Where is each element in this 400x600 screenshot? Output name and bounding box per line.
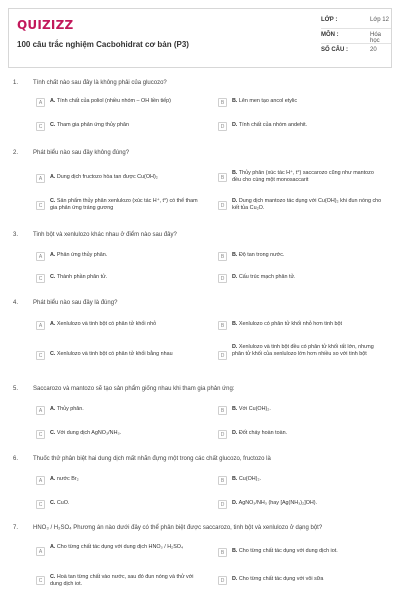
meta-grade-key: LỚP :	[321, 17, 338, 23]
meta-count-key: SỐ CÂU :	[321, 47, 348, 53]
divider	[321, 43, 391, 44]
option-letter-box: C	[36, 500, 45, 509]
option-label: D. Cấu trúc mạch phân tử.	[232, 274, 296, 280]
page-title: 100 câu trắc nghiệm Cacbohidrat cơ bản (P3)	[17, 40, 189, 49]
option-letter-box: B	[218, 321, 227, 330]
option-letter-box: D	[218, 430, 227, 439]
quizizz-logo[interactable]: QUIZIZZ	[17, 18, 74, 32]
option-letter-box: C	[36, 576, 45, 585]
option-letter-box: A	[36, 174, 45, 183]
option-label: D. Đốt cháy hoàn toàn.	[232, 430, 288, 436]
option-label: D. Tính chất của nhóm andehit.	[232, 122, 308, 128]
option-label: C. Xenlulozo và tinh bột có phân tử khối bằng nhau	[50, 351, 173, 357]
option-label: B. Độ tan trong nước.	[232, 252, 285, 258]
option-letter-box: A	[36, 321, 45, 330]
meta-grade-value: Lớp 12	[370, 17, 389, 23]
option-label: C. Tham gia phản ứng thủy phân	[50, 122, 130, 128]
option-letter-box: B	[218, 173, 227, 182]
option-letter-box: B	[218, 98, 227, 107]
question-text: Tinh bột và xenlulozo khác nhau ở điểm nào sau đây?	[33, 232, 177, 238]
option-label: B. Cho từng chất tác dụng với dung dịch iot.	[232, 548, 338, 554]
worksheet-header	[8, 8, 392, 68]
option-label: B. Với Cu(OH)₂.	[232, 406, 271, 412]
question-number: 6.	[13, 456, 19, 462]
option-letter-box: A	[36, 98, 45, 107]
option-label: D. Xenlulozo và tinh bột đều có phân tử khối rất lớn, nhưng phân tử khối của xenlulozo lớn hơn nhiều so với tinh bột	[232, 344, 374, 357]
option-letter-box: D	[218, 122, 227, 131]
question-number: 2.	[13, 150, 19, 156]
option-label: A. Phản ứng thủy phân.	[50, 252, 108, 258]
option-letter-box: C	[36, 351, 45, 360]
option-label: A. Cho từng chất tác dụng với dung dịch HNO₃ / H₂SO₄	[50, 544, 184, 550]
option-letter-box: C	[36, 274, 45, 283]
option-label: A. nước Br₂	[50, 476, 79, 482]
meta-subject-value: Hóa học	[370, 32, 382, 44]
option-label: A. Thủy phân.	[50, 406, 84, 412]
option-label: C. Với dung dịch AgNO₃/NH₃.	[50, 430, 122, 436]
question-number: 1.	[13, 80, 19, 86]
question-number: 7.	[13, 525, 19, 531]
question-text: HNO₃ / H₂SO₄ Phương án nào dưới đây có thể phân biệt được saccarozo, tinh bột và xenlulozo ở dạng bột?	[33, 525, 323, 531]
option-label: C. Thành phần phân tử.	[50, 274, 108, 280]
option-letter-box: D	[218, 201, 227, 210]
question-text: Tính chất nào sau đây là không phải của glucozo?	[33, 80, 167, 86]
option-label: A. Dung dịch fructozo hòa tan được Cu(OH)₂	[50, 174, 158, 180]
question-text: Phát biểu nào sau đây không đúng?	[33, 150, 130, 156]
option-letter-box: A	[36, 476, 45, 485]
meta-count-value: 20	[370, 47, 377, 53]
option-letter-box: B	[218, 548, 227, 557]
option-letter-box: B	[218, 252, 227, 261]
option-label: A. Tính chất của poliol (nhiều nhóm – OH liền tiếp)	[50, 98, 171, 104]
question-text: Phát biểu nào sau đây là đúng?	[33, 300, 118, 306]
option-label: D. Cho từng chất tác dụng với vôi sữa	[232, 576, 324, 582]
question-number: 4.	[13, 300, 19, 306]
question-number: 5.	[13, 386, 19, 392]
option-label: C. Hoà tan từng chất vào nước, sau đó đun nóng và thử với dung dịch iot.	[50, 574, 194, 587]
option-letter-box: D	[218, 274, 227, 283]
option-label: B. Lên men tạo ancol etylic	[232, 98, 298, 104]
option-letter-box: D	[218, 351, 227, 360]
option-letter-box: D	[218, 576, 227, 585]
option-letter-box: D	[218, 500, 227, 509]
option-letter-box: C	[36, 122, 45, 131]
option-label: C. CuO.	[50, 500, 70, 506]
option-letter-box: B	[218, 476, 227, 485]
option-label: B. Thủy phân (xúc tác H⁺, t°) saccarozo cũng như mantozo đều cho cùng một monosaccarit	[232, 170, 374, 183]
meta-subject-key: MÔN :	[321, 32, 339, 38]
question-number: 3.	[13, 232, 19, 238]
divider	[321, 28, 391, 29]
option-letter-box: A	[36, 547, 45, 556]
question-text: Saccarozo và mantozo sẽ tạo sản phẩm giống nhau khi tham gia phản ứng:	[33, 386, 235, 392]
option-label: D. Dung dịch mantozo tác dụng với Cu(OH)₂ khi đun nóng cho kết tủa Cu₂O.	[232, 198, 382, 211]
option-label: A. Xenlulozo và tinh bột có phân tử khối nhỏ	[50, 321, 157, 327]
option-letter-box: B	[218, 406, 227, 415]
option-label: D. AgNO₃/NH₃ (hay [Ag(NH₃)₂]OH).	[232, 500, 318, 506]
option-label: B. Xenlulozo có phân tử khối nhỏ hơn tinh bột	[232, 321, 342, 327]
option-letter-box: C	[36, 430, 45, 439]
option-label: C. Sản phẩm thủy phân xenlulozo (xúc tác H⁺, t°) có thể tham gia phản ứng tráng gương	[50, 198, 198, 211]
question-text: Thuốc thử phân biệt hai dung dịch mất nhãn đựng một trong các chất glucozo, fructozo là	[33, 456, 271, 462]
option-letter-box: A	[36, 252, 45, 261]
option-letter-box: C	[36, 201, 45, 210]
option-label: B. Cu(OH)₂.	[232, 476, 262, 482]
option-letter-box: A	[36, 406, 45, 415]
